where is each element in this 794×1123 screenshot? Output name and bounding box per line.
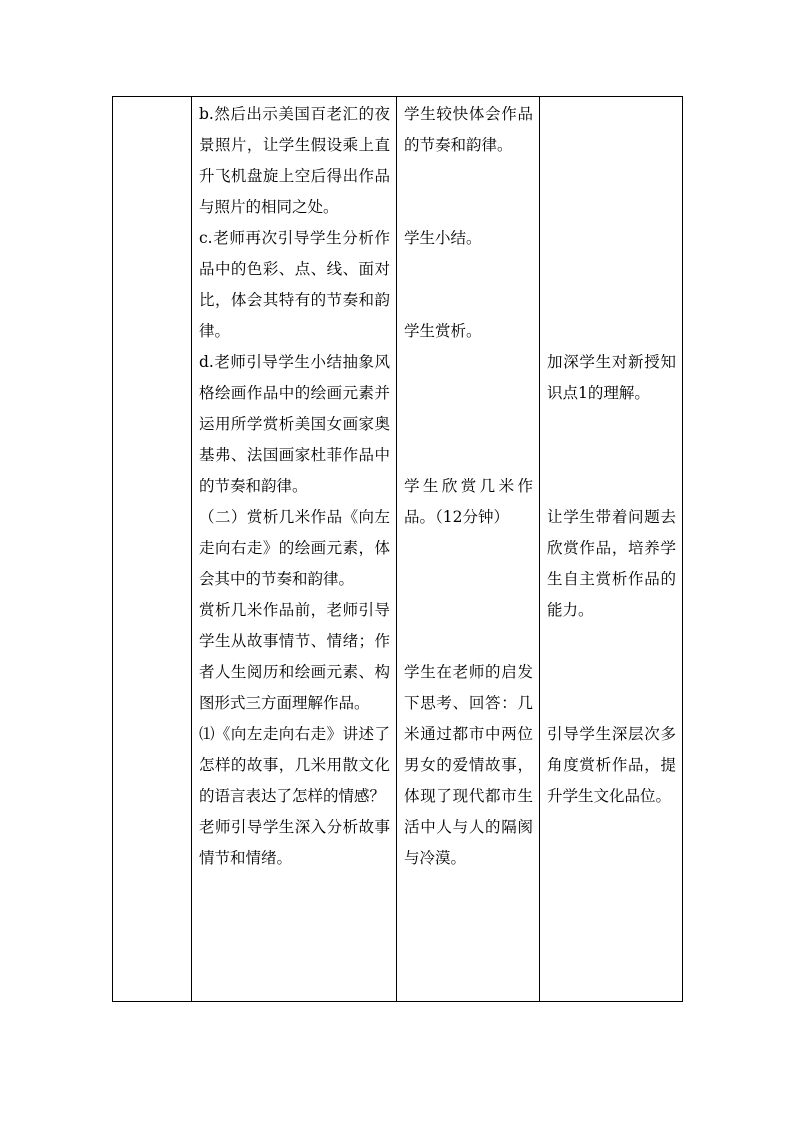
intent-self-appreciation: 让学生带着问题去欣赏作品，培养学生自主赏析作品的能力。 <box>547 508 676 619</box>
section-two-heading: （二）赏析几米作品《向左走向右走》的绘画元素，体会其中的节奏和韵律。 <box>199 508 390 588</box>
intent-deepen-understanding: 加深学生对新授知识点1的理解。 <box>547 353 676 402</box>
student-answer: 学生在老师的启发下思考、回答：几米通过都市中两位男女的爱情故事，体现了现代都市生活中人与人的隔阂与冷漠。 <box>404 663 533 867</box>
spacer <box>404 533 533 657</box>
teacher-activity-cell <box>192 97 397 1002</box>
student-summary: 学生小结。 <box>404 229 482 247</box>
spacer <box>404 254 533 316</box>
spacer <box>404 161 533 223</box>
student-view-jimmy: 学生欣赏几米作品。（12分钟） <box>404 477 533 526</box>
step-d-text: d.老师引导学生小结抽象风格绘画作品中的绘画元素并运用所学赏析美国女画家奥基弗、法国画家杜菲作品中的节奏和韵律。 <box>199 353 390 495</box>
spacer <box>547 626 676 719</box>
spacer <box>404 347 533 471</box>
blank-cell <box>113 97 192 1002</box>
intent-multi-angle: 引导学生深层次多角度赏析作品，提升学生文化品位。 <box>547 725 676 805</box>
step-b-text: b.然后出示美国百老汇的夜景照片，让学生假设乘上直升飞机盘旋上空后得出作品与照片的相同之处。 <box>199 105 390 216</box>
section-two-intro: 赏析几米作品前，老师引导学生从故事情节、情绪；作者人生阅历和绘画元素、构图形式三方面理解作品。 <box>199 601 390 712</box>
table-row <box>113 97 683 1002</box>
spacer <box>547 409 676 502</box>
student-appreciate: 学生赏析。 <box>404 322 482 340</box>
step-c-text: c.老师再次引导学生分析作品中的色彩、点、线、面对比，体会其特有的节奏和韵律。 <box>199 229 390 340</box>
design-intent-cell <box>540 97 683 1002</box>
student-activity-cell <box>397 97 540 1002</box>
spacer <box>547 99 676 347</box>
question-one-text: ⑴《向左走向右走》讲述了怎样的故事，几米用散文化的语言表达了怎样的情感？ <box>199 725 390 805</box>
teacher-guidance-text: 老师引导学生深入分析故事情节和情绪。 <box>199 818 390 867</box>
lesson-plan-table <box>112 96 683 1002</box>
student-feel-rhythm: 学生较快体会作品的节奏和韵律。 <box>404 105 533 154</box>
